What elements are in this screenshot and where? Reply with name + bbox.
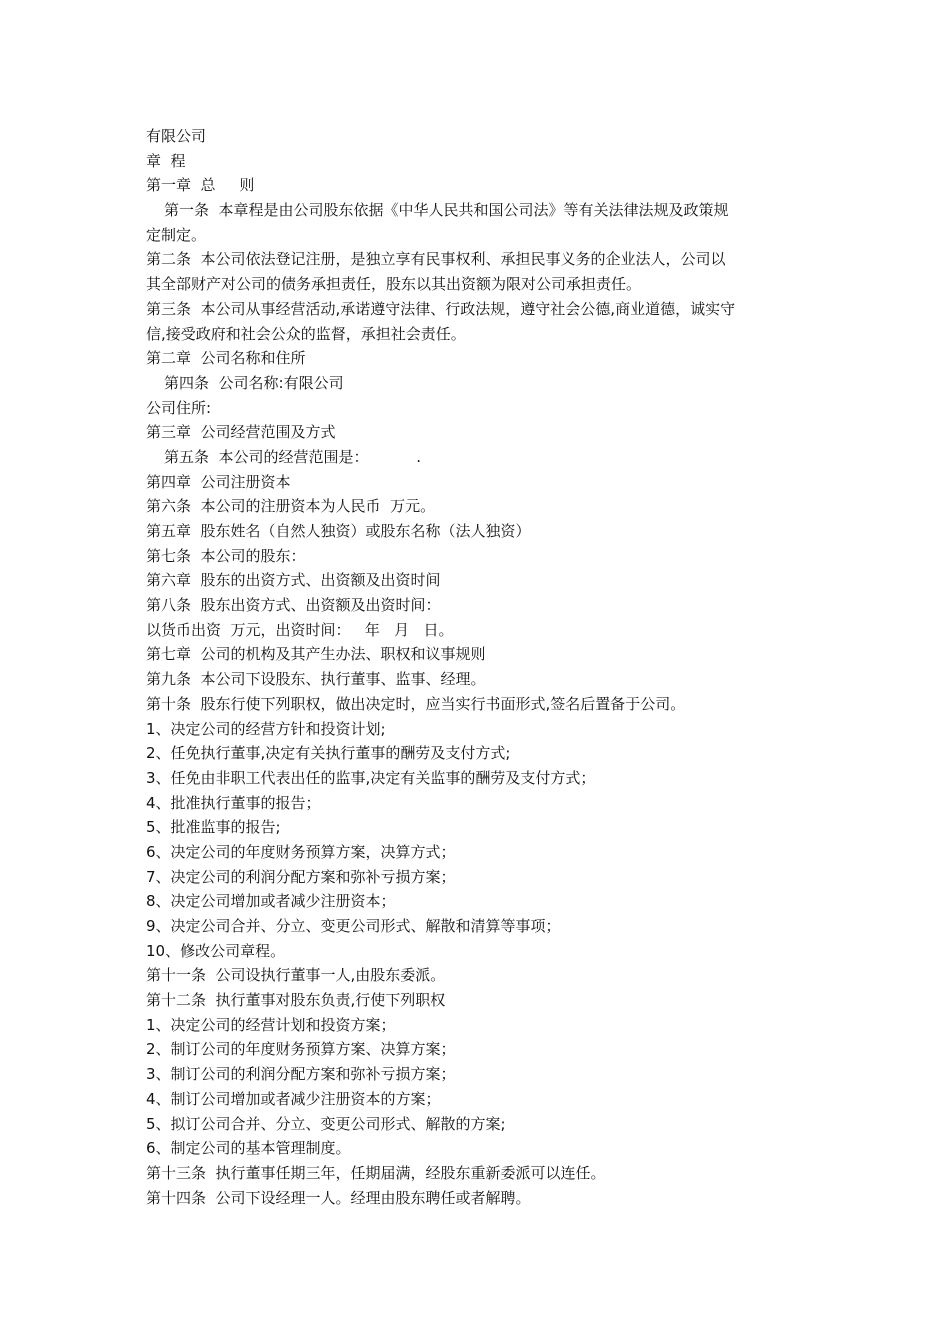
article-text: 第三条 本公司从事经营活动,承诺遵守法律、行政法规，遵守社会公德,商业道德，诚实守 <box>146 299 736 318</box>
list-item: 8、决定公司增加或者减少注册资本； <box>146 892 396 911</box>
article-text: 第一条 本章程是由公司股东依据《中华人民共和国公司法》等有关法律法规及政策规 <box>164 201 729 220</box>
article-text: 第七条 本公司的股东： <box>146 546 306 565</box>
article-text: 第四条 公司名称:有限公司 <box>164 373 344 392</box>
list-item: 6、决定公司的年度财务预算方案，决算方式； <box>146 842 456 861</box>
chapter-heading: 第六章 股东的出资方式、出资额及出资时间 <box>146 571 441 590</box>
list-item: 5、拟订公司合并、分立、变更公司形式、解散的方案; <box>146 1114 506 1133</box>
list-item: 3、制订公司的利润分配方案和弥补亏损方案； <box>146 1065 456 1084</box>
article-text: 第八条 股东出资方式、出资额及出资时间： <box>146 596 441 615</box>
list-item: 7、决定公司的利润分配方案和弥补亏损方案； <box>146 867 456 886</box>
article-text: 定制定。 <box>146 225 207 244</box>
chapter-heading: 第三章 公司经营范围及方式 <box>146 423 336 442</box>
list-item: 4、制订公司增加或者减少注册资本的方案； <box>146 1089 441 1108</box>
list-item: 5、批准监事的报告; <box>146 818 281 837</box>
list-item: 9、决定公司合并、分立、变更公司形式、解散和清算等事项； <box>146 917 561 935</box>
list-item: 4、批准执行董事的报告； <box>146 793 321 812</box>
list-item: 1、决定公司的经营计划和投资方案； <box>146 1015 396 1034</box>
article-text: 以货币出资 万元，出资时间： 年 月 日。 <box>146 620 454 639</box>
article-text: 公司住所: <box>146 398 212 417</box>
chapter-heading: 第五章 股东姓名（自然人独资）或股东名称（法人独资） <box>146 522 531 540</box>
article-text: 第六条 本公司的注册资本为人民币 万元。 <box>146 497 436 516</box>
article-text: 第十条 股东行使下列职权，做出决定时，应当实行书面形式,签名后置备于公司。 <box>146 694 686 713</box>
list-item: 1、决定公司的经营方针和投资计划; <box>146 719 386 738</box>
chapter-heading: 第七章 公司的机构及其产生办法、职权和议事规则 <box>146 645 486 664</box>
article-text: 信,接受政府和社会公众的监督，承担社会责任。 <box>146 324 466 343</box>
article-text: 第二条 本公司依法登记注册，是独立享有民事权利、承担民事义务的企业法人，公司以 <box>146 250 726 269</box>
list-item: 2、制订公司的年度财务预算方案、决算方案； <box>146 1040 456 1059</box>
list-item: 10、修改公司章程。 <box>146 941 286 960</box>
article-text: 第十一条 公司设执行董事一人,由股东委派。 <box>146 966 446 985</box>
list-item: 6、制定公司的基本管理制度。 <box>146 1139 351 1158</box>
document-body <box>146 124 806 1210</box>
chapter-heading: 第二章 公司名称和住所 <box>146 349 306 368</box>
article-text: 第五条 本公司的经营范围是： . <box>164 447 421 466</box>
company-name-line: 有限公司 <box>146 127 207 145</box>
chapter-heading: 第一章 总 则 <box>146 176 255 195</box>
article-text: 第十二条 执行董事对股东负责,行使下列职权 <box>146 991 446 1010</box>
article-text: 第十三条 执行董事任期三年，任期届满，经股东重新委派可以连任。 <box>146 1163 606 1182</box>
article-text: 其全部财产对公司的债务承担责任，股东以其出资额为限对公司承担责任。 <box>146 275 642 294</box>
article-text: 第九条 本公司下设股东、执行董事、监事、经理。 <box>146 670 486 689</box>
document-title: 章 程 <box>146 151 186 170</box>
article-text: 第十四条 公司下设经理一人。经理由股东聘任或者解聘。 <box>146 1188 531 1207</box>
chapter-heading: 第四章 公司注册资本 <box>146 472 291 491</box>
list-item: 2、任免执行董事,决定有关执行董事的酬劳及支付方式; <box>146 744 511 763</box>
list-item: 3、任免由非职工代表出任的监事,决定有关监事的酬劳及支付方式； <box>146 768 596 787</box>
